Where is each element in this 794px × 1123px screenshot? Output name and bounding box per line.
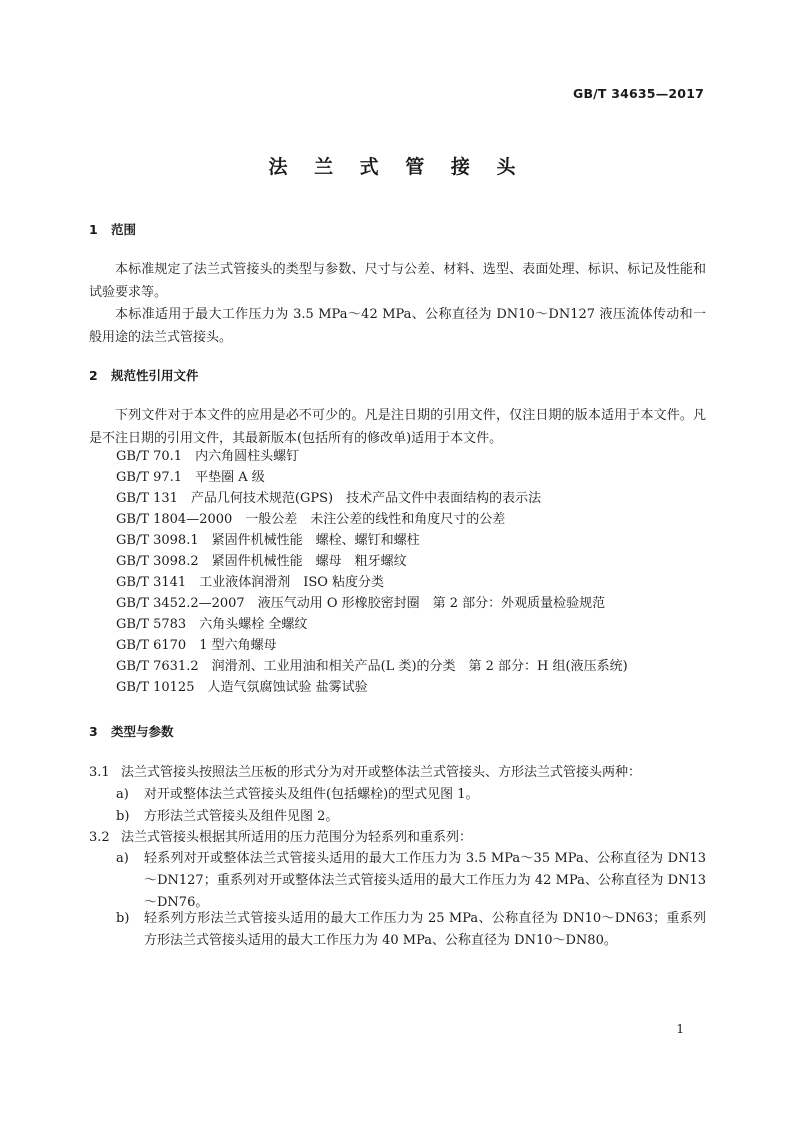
list-marker: a) (116, 787, 129, 802)
list-item-text: 方形法兰式管接头及组件见图 2。 (144, 809, 339, 824)
clause-text: 法兰式管接头根据其所适用的压力范围分为轻系列和重系列： (121, 830, 473, 845)
clause-number: 3.2 (89, 830, 110, 845)
section-heading-scope (89, 220, 136, 238)
list-item (116, 908, 706, 952)
list-marker: a) (116, 851, 129, 866)
document-title: 法 兰 式 管 接 头 (268, 156, 526, 178)
list-item (116, 806, 706, 828)
list-marker: b) (116, 911, 130, 926)
scope-paragraph-2: 本标准适用于最大工作压力为 3.5 MPa～42 MPa、公称直径为 DN10～DN127 液压流体传动和一般用途的法兰式管接头。 (89, 307, 706, 345)
reference-item: GB/T 3141 工业液体润滑剂 ISO 粘度分类 (116, 575, 385, 590)
section-heading-types-and-parameters (89, 722, 174, 740)
reference-item: GB/T 131 产品几何技术规范(GPS) 技术产品文件中表面结构的表示法 (116, 491, 542, 506)
reference-item: GB/T 5783 六角头螺栓 全螺纹 (116, 617, 308, 632)
list-item (116, 784, 706, 806)
section-title: 范围 (111, 222, 137, 237)
reference-item: GB/T 3452.2—2007 液压气动用 O 形橡胶密封圈 第 2 部分：外观质量检验规范 (116, 596, 606, 611)
list-marker: b) (116, 809, 130, 824)
section-number: 3 (89, 724, 98, 739)
reference-item: GB/T 10125 人造气氛腐蚀试验 盐雾试验 (116, 680, 368, 695)
section-title: 类型与参数 (111, 724, 174, 739)
reference-item: GB/T 6170 1 型六角螺母 (116, 638, 277, 653)
clause-number: 3.1 (89, 765, 110, 780)
reference-item: GB/T 1804—2000 一般公差 未注公差的线性和角度尺寸的公差 (116, 512, 506, 527)
section-number: 1 (89, 222, 98, 237)
reference-item: GB/T 97.1 平垫圈 A 级 (116, 470, 265, 485)
reference-item: GB/T 7631.2 润滑剂、工业用油和相关产品(L 类)的分类 第 2 部分：H 组(液压系统) (116, 659, 628, 674)
page-number: 1 (676, 1022, 684, 1036)
list-item-text: 轻系列对开或整体法兰式管接头适用的最大工作压力为 3.5 MPa～35 MPa、公称直径为 DN13～DN127；重系列对开或整体法兰式管接头适用的最大工作压力为 42 MPa、公称直径为 DN13～DN76。 (144, 851, 706, 910)
references-intro: 下列文件对于本文件的应用是必不可少的。凡是注日期的引用文件，仅注日期的版本适用于本文件。凡是不注日期的引用文件，其最新版本(包括所有的修改单)适用于本文件。 (89, 408, 706, 446)
section-number: 2 (89, 368, 98, 383)
list-item-text: 轻系列方形法兰式管接头适用的最大工作压力为 25 MPa、公称直径为 DN10～DN63；重系列方形法兰式管接头适用的最大工作压力为 40 MPa、公称直径为 DN10～DN80。 (144, 911, 706, 948)
scope-paragraph-1: 本标准规定了法兰式管接头的类型与参数、尺寸与公差、材料、选型、表面处理、标识、标记及性能和试验要求等。 (89, 262, 706, 300)
clause-3-2 (89, 827, 472, 849)
clause-text: 法兰式管接头按照法兰压板的形式分为对开或整体法兰式管接头、方形法兰式管接头两种： (121, 765, 642, 780)
list-item-text: 对开或整体法兰式管接头及组件(包括螺栓)的型式见图 1。 (144, 787, 479, 802)
list-item (116, 848, 706, 914)
section-heading-normative-references (89, 366, 199, 384)
section-title: 规范性引用文件 (111, 368, 199, 383)
reference-item: GB/T 3098.2 紧固件机械性能 螺母 粗牙螺纹 (116, 554, 407, 569)
standard-code: GB/T 34635—2017 (572, 86, 704, 101)
reference-item: GB/T 70.1 内六角圆柱头螺钉 (116, 449, 300, 464)
reference-item: GB/T 3098.1 紧固件机械性能 螺栓、螺钉和螺柱 (116, 533, 420, 548)
clause-3-1 (89, 762, 641, 784)
